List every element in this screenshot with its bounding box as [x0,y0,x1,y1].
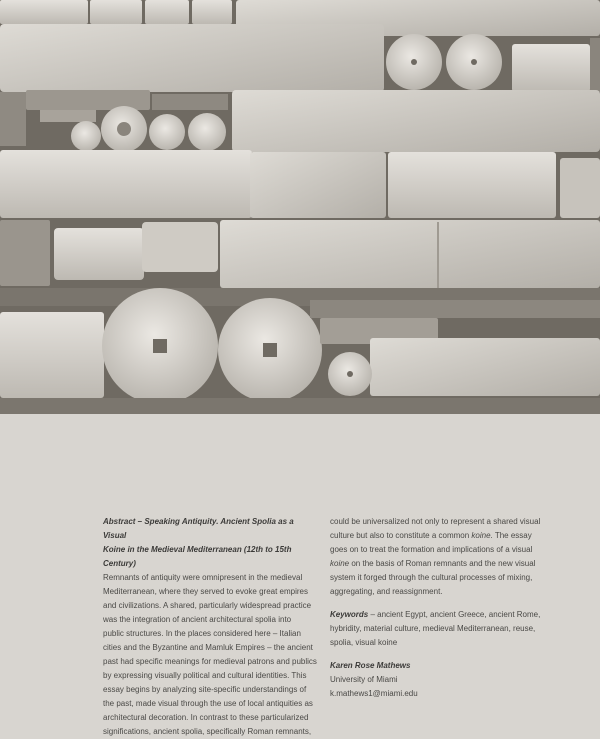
right-line-4-post: on the basis of Roman remnants and the new visual [349,559,536,568]
abstract-page [0,414,600,736]
abstract-right-line-2 [330,529,552,543]
abstract-left-line-5: public structures. In the places considered here – Italian [103,629,301,638]
abstract-left-line-9: essay begins by analyzing site-specific understandings of [103,685,307,694]
keywords-line-1-text: – ancient Egypt, ancient Greece, ancient Rome, [368,610,541,619]
keywords-block [330,608,552,650]
keywords-line-1 [330,608,552,622]
abstract-left-line-3: and civilizations. A shared, particularly widespread practice [103,601,312,610]
keywords-line-2: hybridity, material culture, medieval Mediterranean, reuse, [330,624,536,633]
right-line-4-koine: koine [330,559,350,568]
abstract-left-column [103,515,319,739]
abstract-right-line-3: goes on to treat the formation and implications of a visual [330,545,533,554]
abstract-right-column [330,515,552,701]
abstract-left-line-4: was the integration of ancient architectural spolia into [103,615,292,624]
abstract-right-line-4 [330,557,552,571]
abstract-left-line-2: Mediterranean, where they served to evoke great empires [103,587,308,596]
abstract-left-line-11: architectural decoration. In contrast to these particularized [103,713,309,722]
right-line-2-koine: koine [471,531,491,540]
author-block [330,659,552,701]
abstract-left-line-1: Remnants of antiquity were omnipresent in the medieval [103,573,303,582]
author-name: Karen Rose Mathews [330,661,411,670]
right-line-2-pre: culture but also to constitute a common [330,531,472,540]
abstract-left-line-6: cities and the Byzantine and Mamluk Empires – the ancient [103,643,313,652]
abstract-right-line-6: aggregating, and reassignment. [330,587,443,596]
abstract-left-line-7: past had specific meanings for medieval patrons and publics [103,657,317,666]
abstract-left-line-10: the past, made visual through the use of local antiquities as [103,699,313,708]
abstract-right-line-5: system it forged through the cultural processes of mixing, [330,573,533,582]
abstract-right-line-1: could be universalized not only to represent a shared visual [330,517,541,526]
abstract-title-line-2: Koine in the Medieval Mediterranean (12th to 15th Century) [103,545,292,568]
abstract-left-line-8: by expressing visually political and cultural identities. This [103,671,307,680]
abstract-title-line-1: Abstract – Speaking Antiquity. Ancient Spolia as a Visual [103,517,294,540]
right-line-2-post: . The essay [490,531,532,540]
author-affiliation: University of Miami [330,675,398,684]
keywords-line-3: spolia, visual koine [330,638,398,647]
author-email[interactable]: k.mathews1@miami.edu [330,689,418,698]
abstract-left-line-12: significations, ancient spolia, specifically Roman remnants, [103,727,312,736]
keywords-label: Keywords [330,610,369,619]
